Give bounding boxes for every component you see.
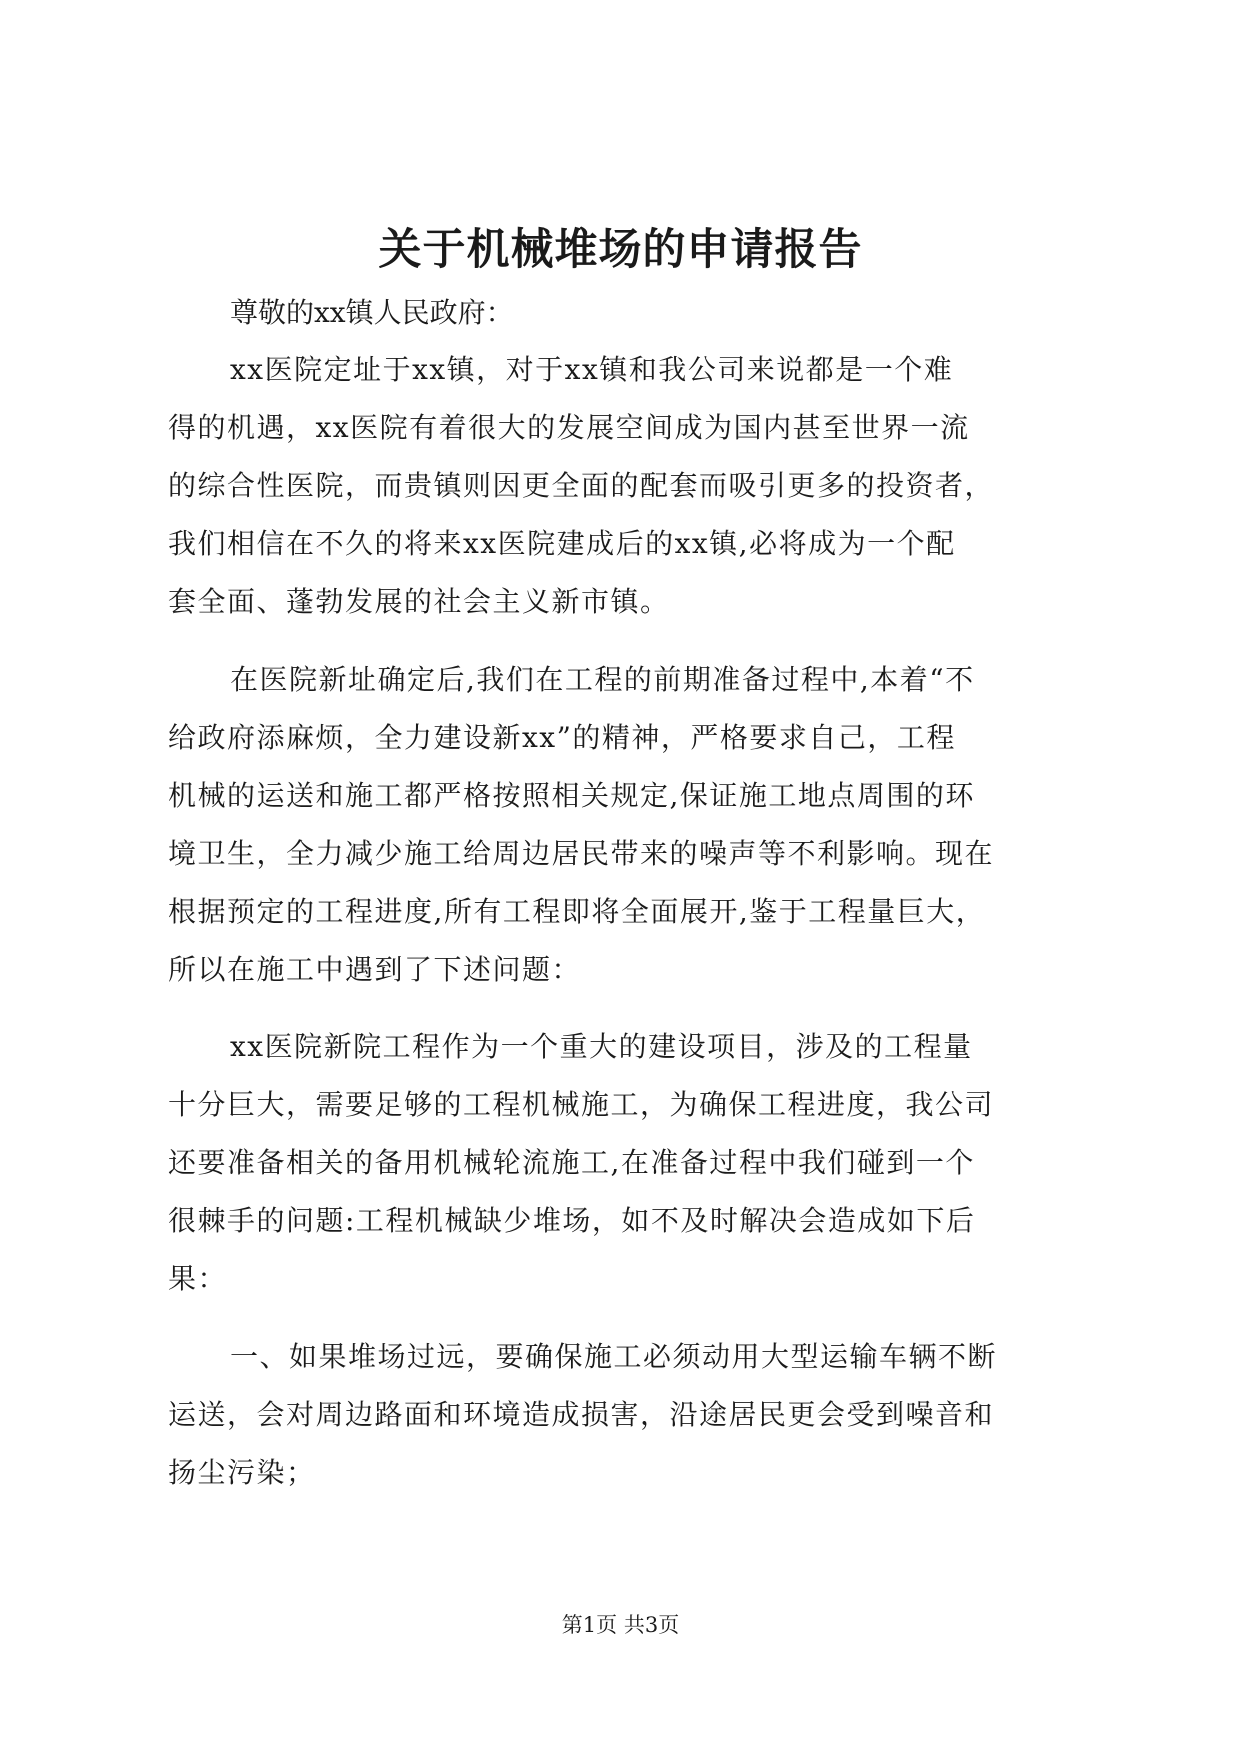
body-line: 很棘手的问题:工程机械缺少堆场，如不及时解决会造成如下后	[168, 1204, 976, 1237]
body-line: 我们相信在不久的将来xx医院建成后的xx镇,必将成为一个配	[168, 527, 956, 560]
page-footer: 第1页 共3页	[561, 1613, 680, 1637]
body-line: 给政府添麻烦，全力建设新xx”的精神，严格要求自己，工程	[168, 721, 956, 754]
body-line: 扬尘污染；	[168, 1456, 316, 1489]
body-line: 还要准备相关的备用机械轮流施工,在准备过程中我们碰到一个	[168, 1146, 975, 1179]
body-line: 果：	[168, 1262, 228, 1295]
body-line: 在医院新址确定后,我们在工程的前期准备过程中,本着“不	[230, 663, 975, 696]
body-line: 十分巨大，需要足够的工程机械施工，为确保工程进度，我公司	[168, 1088, 995, 1121]
body-line: 套全面、蓬勃发展的社会主义新市镇。	[168, 585, 670, 618]
body-line: 所以在施工中遇到了下述问题：	[168, 953, 582, 986]
body-line: xx医院新院工程作为一个重大的建设项目，涉及的工程量	[230, 1030, 973, 1063]
body-line: 一、如果堆场过远，要确保施工必须动用大型运输车辆不断	[230, 1340, 998, 1373]
body-line: 机械的运送和施工都严格按照相关规定,保证施工地点周围的环	[168, 779, 975, 812]
body-line: 境卫生，全力减少施工给周边居民带来的噪声等不利影响。现在	[168, 837, 995, 870]
salutation: 尊敬的xx镇人民政府：	[230, 296, 514, 329]
body-line: 运送，会对周边路面和环境造成损害，沿途居民更会受到噪音和	[168, 1398, 995, 1431]
body-line: 根据预定的工程进度,所有工程即将全面展开,鉴于工程量巨大，	[168, 895, 986, 928]
body-line: 的综合性医院，而贵镇则因更全面的配套而吸引更多的投资者，	[168, 469, 995, 502]
body-line: xx医院定址于xx镇，对于xx镇和我公司来说都是一个难	[230, 353, 954, 386]
body-line: 得的机遇，xx医院有着很大的发展空间成为国内甚至世界一流	[168, 411, 970, 444]
document-title: 关于机械堆场的申请报告	[378, 225, 863, 275]
